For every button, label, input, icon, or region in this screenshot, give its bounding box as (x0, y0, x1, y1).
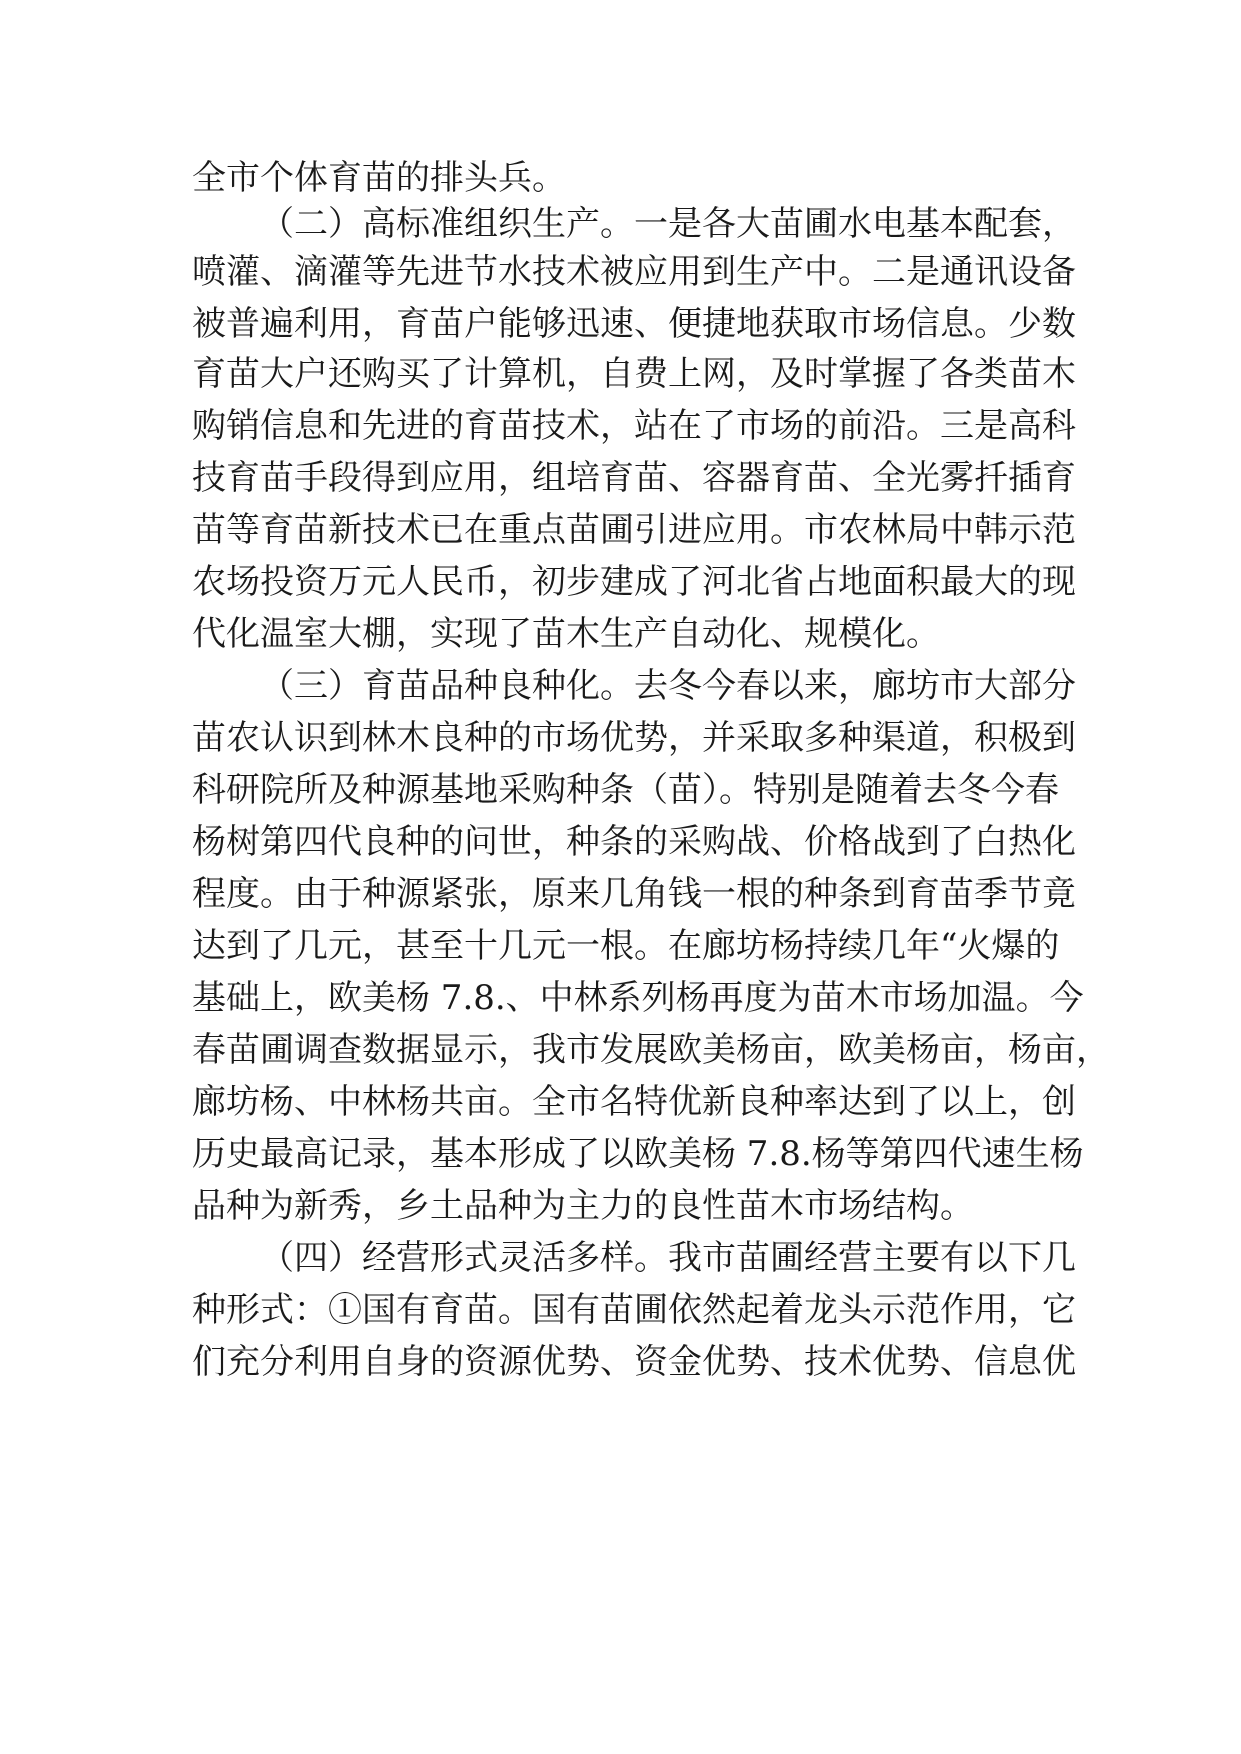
text-line: 春苗圃调查数据显示，我市发展欧美杨亩，欧美杨亩，杨亩， (192, 1030, 1110, 1070)
text-line: （三）育苗品种良种化。去冬今春以来，廊坊市大部分 (260, 666, 1076, 706)
text-line: 喷灌、滴灌等先进节水技术被应用到生产中。二是通讯设备 (192, 252, 1076, 292)
text-line: 苗农认识到林木良种的市场优势，并采取多种渠道，积极到 (192, 718, 1076, 758)
text-line: 们充分利用自身的资源优势、资金优势、技术优势、信息优 (192, 1342, 1076, 1382)
text-line: 代化温室大棚，实现了苗木生产自动化、规模化。 (192, 614, 940, 654)
text-line: 程度。由于种源紧张，原来几角钱一根的种条到育苗季节竟 (192, 874, 1076, 914)
text-line: 全市个体育苗的排头兵。 (192, 158, 566, 198)
text-line: 被普遍利用，育苗户能够迅速、便捷地获取市场信息。少数 (192, 304, 1076, 344)
text-line: 历史最高记录，基本形成了以欧美杨 7.8.杨等第四代速生杨 (192, 1134, 1084, 1174)
text-line: 达到了几元，甚至十几元一根。在廊坊杨持续几年“火爆的 (192, 926, 1060, 966)
text-line: 技育苗手段得到应用，组培育苗、容器育苗、全光雾扦插育 (192, 458, 1076, 498)
text-line: 品种为新秀，乡土品种为主力的良性苗木市场结构。 (192, 1186, 974, 1226)
text-line: （四）经营形式灵活多样。我市苗圃经营主要有以下几 (260, 1238, 1076, 1278)
text-line: 购销信息和先进的育苗技术，站在了市场的前沿。三是高科 (192, 406, 1076, 446)
text-line: （二）高标准组织生产。一是各大苗圃水电基本配套， (260, 204, 1076, 244)
text-line: 种形式：①国有育苗。国有苗圃依然起着龙头示范作用，它 (192, 1290, 1076, 1330)
text-line: 杨树第四代良种的问世，种条的采购战、价格战到了白热化 (192, 822, 1076, 862)
text-line: 育苗大户还购买了计算机，自费上网，及时掌握了各类苗木 (192, 354, 1076, 394)
text-line: 苗等育苗新技术已在重点苗圃引进应用。市农林局中韩示范 (192, 510, 1076, 550)
text-line: 科研院所及种源基地采购种条（苗）。特别是随着去冬今春 (192, 770, 1059, 810)
text-line: 基础上，欧美杨 7.8.、中林系列杨再度为苗木市场加温。今 (192, 978, 1084, 1018)
text-line: 农场投资万元人民币，初步建成了河北省占地面积最大的现 (192, 562, 1076, 602)
text-line: 廊坊杨、中林杨共亩。全市名特优新良种率达到了以上，创 (192, 1082, 1076, 1122)
